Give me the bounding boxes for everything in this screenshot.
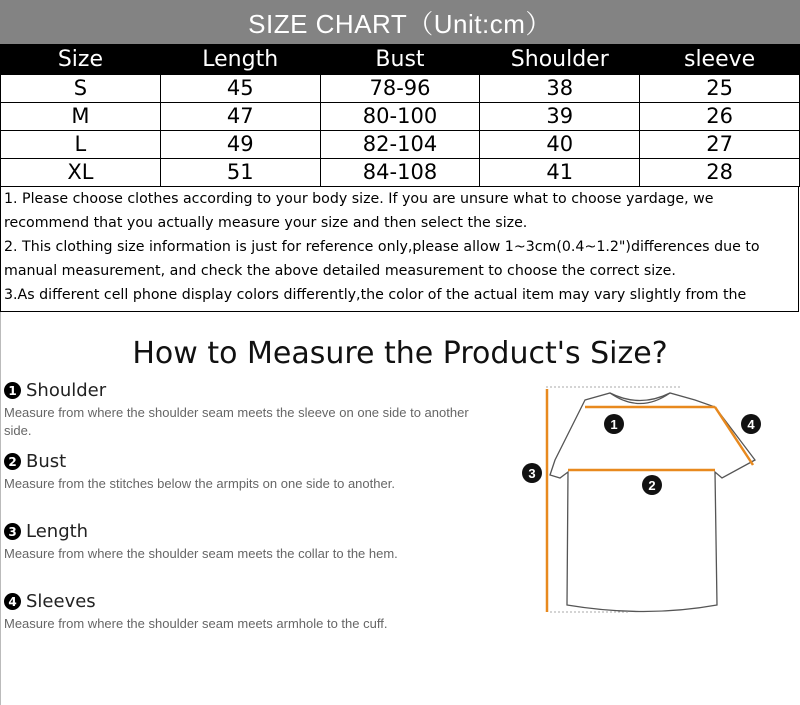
cell-size: S bbox=[1, 75, 161, 103]
marker-3 bbox=[522, 463, 542, 483]
number-2-icon: 2 bbox=[4, 453, 21, 470]
size-table bbox=[0, 44, 800, 187]
header-sleeve: sleeve bbox=[640, 45, 800, 75]
cell-shoulder: 41 bbox=[480, 159, 640, 187]
measure-shoulder bbox=[4, 380, 474, 440]
note-3: 3.As different cell phone display colors differently,the color of the actual item may vary slightly from the bbox=[4, 287, 747, 303]
measure-title: Sleeves bbox=[26, 591, 96, 612]
cell-size: M bbox=[1, 103, 161, 131]
table-row bbox=[1, 159, 800, 187]
header-length: Length bbox=[160, 45, 320, 75]
table-row bbox=[1, 131, 800, 159]
header-shoulder: Shoulder bbox=[480, 45, 640, 75]
table-row bbox=[1, 103, 800, 131]
svg-text:3: 3 bbox=[528, 466, 536, 481]
svg-text:2: 2 bbox=[648, 478, 656, 493]
chart-title: SIZE CHART（Unit:cm） bbox=[0, 0, 800, 44]
measure-bust bbox=[4, 451, 474, 493]
marker-2 bbox=[642, 475, 662, 495]
number-1-icon: 1 bbox=[4, 382, 21, 399]
cell-size: XL bbox=[1, 159, 161, 187]
number-4-icon: 4 bbox=[4, 593, 21, 610]
cell-length: 45 bbox=[160, 75, 320, 103]
cell-size: L bbox=[1, 131, 161, 159]
svg-text:4: 4 bbox=[747, 417, 755, 432]
cell-shoulder: 39 bbox=[480, 103, 640, 131]
measure-description: Measure from where the shoulder seam meets armhole to the cuff. bbox=[4, 616, 388, 631]
measure-description: Measure from where the shoulder seam meets the sleeve on one side to another side. bbox=[4, 405, 469, 438]
cell-length: 49 bbox=[160, 131, 320, 159]
measure-description: Measure from the stitches below the armpits on one side to another. bbox=[4, 476, 395, 491]
cell-bust: 78-96 bbox=[320, 75, 480, 103]
how-to-measure-title: How to Measure the Product's Size? bbox=[132, 336, 668, 371]
cell-sleeve: 26 bbox=[640, 103, 800, 131]
note-1: 1. Please choose clothes according to your body size. If you are unsure what to choose yardage, we recommend that you actually measure your size and then select the size. bbox=[4, 191, 714, 231]
cell-bust: 84-108 bbox=[320, 159, 480, 187]
cell-length: 47 bbox=[160, 103, 320, 131]
table-row bbox=[1, 75, 800, 103]
size-chart bbox=[0, 0, 800, 187]
cell-sleeve: 25 bbox=[640, 75, 800, 103]
measure-sleeves bbox=[4, 591, 474, 633]
table-header-row bbox=[1, 45, 800, 75]
measure-title: Shoulder bbox=[26, 380, 107, 401]
header-bust: Bust bbox=[320, 45, 480, 75]
size-notes bbox=[0, 186, 799, 312]
measure-title: Length bbox=[26, 521, 89, 542]
cell-shoulder: 40 bbox=[480, 131, 640, 159]
cell-length: 51 bbox=[160, 159, 320, 187]
number-3-icon: 3 bbox=[4, 523, 21, 540]
measure-description: Measure from where the shoulder seam meets the collar to the hem. bbox=[4, 546, 398, 561]
t-shirt-icon bbox=[550, 393, 755, 612]
marker-4 bbox=[741, 414, 761, 434]
cell-shoulder: 38 bbox=[480, 75, 640, 103]
cell-sleeve: 27 bbox=[640, 131, 800, 159]
cell-bust: 80-100 bbox=[320, 103, 480, 131]
measure-length bbox=[4, 521, 474, 563]
header-size: Size bbox=[1, 45, 161, 75]
cell-sleeve: 28 bbox=[640, 159, 800, 187]
marker-1 bbox=[604, 414, 624, 434]
t-shirt-diagram bbox=[510, 380, 780, 620]
svg-text:1: 1 bbox=[610, 417, 618, 432]
measure-title: Bust bbox=[26, 451, 67, 472]
note-2: 2. This clothing size information is just for reference only,please allow 1~3cm(0.4~1.2")differences due to manual measurement, and check the above detailed measurement to choose the correct size. bbox=[4, 239, 760, 279]
cell-bust: 82-104 bbox=[320, 131, 480, 159]
